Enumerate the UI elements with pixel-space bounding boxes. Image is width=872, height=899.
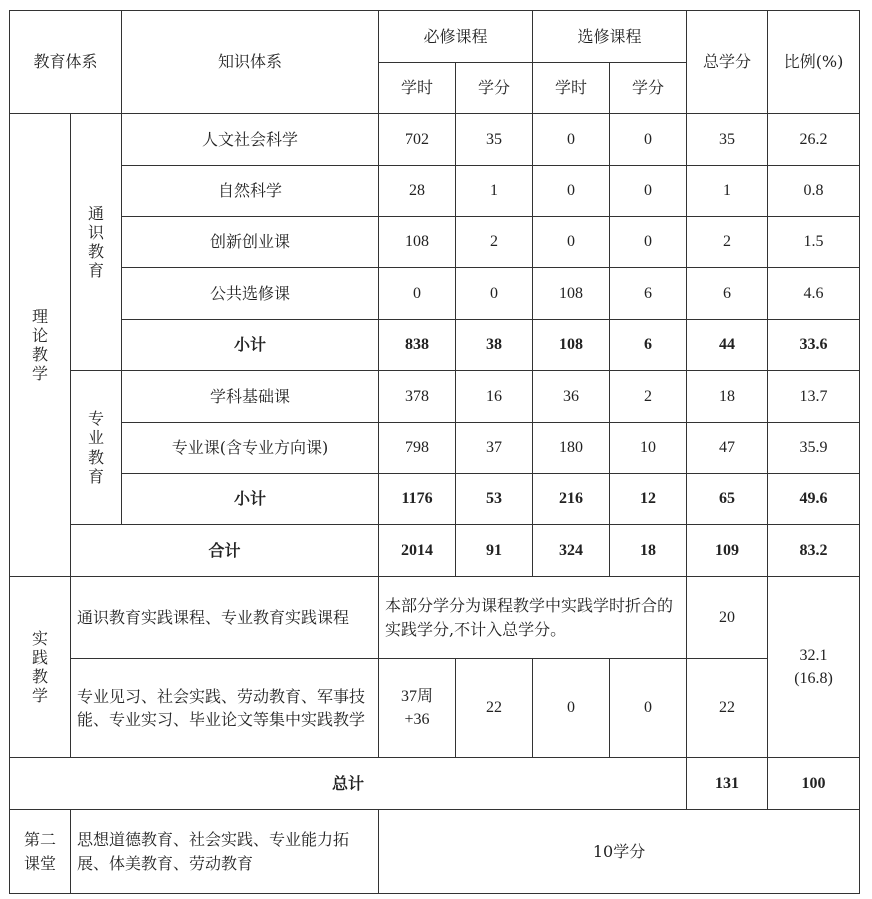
- row-name: 专业见习、社会实践、劳动教育、军事技能、专业实习、毕业论文等集中实践教学: [71, 659, 379, 758]
- elective-hours: 0: [533, 217, 610, 268]
- elective-credits: 6: [610, 320, 687, 371]
- required-credits: 38: [456, 320, 533, 371]
- label-char: 教: [88, 447, 105, 467]
- theory-teaching-label: [10, 114, 71, 577]
- ratio: 83.2: [768, 525, 860, 577]
- label-line: 第二: [23, 830, 56, 850]
- required-hours: 0: [379, 268, 456, 320]
- required-credits: 91: [456, 525, 533, 577]
- required-hours: 702: [379, 114, 456, 166]
- total-credits: 18: [687, 371, 768, 423]
- header-row-1: [10, 11, 860, 63]
- ratio: 1.5: [768, 217, 860, 268]
- subtotal-row: [10, 474, 860, 525]
- elective-hours: 36: [533, 371, 610, 423]
- required-credits: 22: [456, 659, 533, 758]
- total-credits: 65: [687, 474, 768, 525]
- elective-hours: 324: [533, 525, 610, 577]
- table-row: [10, 423, 860, 474]
- total-credits: 35: [687, 114, 768, 166]
- header-required-hours: 学时: [379, 63, 456, 114]
- row-name: 自然科学: [122, 166, 379, 217]
- ratio: 4.6: [768, 268, 860, 320]
- ratio: 13.7: [768, 371, 860, 423]
- table-row: [10, 659, 860, 758]
- ratio: 49.6: [768, 474, 860, 525]
- row-name: 公共选修课: [122, 268, 379, 320]
- total-credits: 2: [687, 217, 768, 268]
- second-classroom-row: [10, 810, 860, 894]
- label-char: 专: [88, 409, 105, 429]
- label-char: 教: [31, 667, 48, 686]
- label-line: 课堂: [23, 853, 56, 873]
- ratio: 26.2: [768, 114, 860, 166]
- row-name: 人文社会科学: [122, 114, 379, 166]
- elective-hours: 216: [533, 474, 610, 525]
- table-row: [10, 114, 860, 166]
- required-hours: 2014: [379, 525, 456, 577]
- elective-credits: 12: [610, 474, 687, 525]
- elective-hours: 0: [533, 659, 610, 758]
- sum-row: [10, 525, 860, 577]
- elective-hours: 180: [533, 423, 610, 474]
- required-credits: 0: [456, 268, 533, 320]
- elective-hours: 0: [533, 166, 610, 217]
- elective-credits: 0: [610, 217, 687, 268]
- total-credits: 22: [687, 659, 768, 758]
- table-row: [10, 217, 860, 268]
- elective-hours: 0: [533, 114, 610, 166]
- row-name: 思想道德教育、社会实践、专业能力拓展、体美教育、劳动教育: [71, 810, 379, 894]
- second-classroom-label: [10, 810, 71, 894]
- label-char: 育: [88, 261, 105, 281]
- total-credits: 109: [687, 525, 768, 577]
- required-hours: 108: [379, 217, 456, 268]
- table-row: [10, 577, 860, 659]
- total-credits: 131: [687, 758, 768, 810]
- elective-credits: 0: [610, 114, 687, 166]
- header-required: 必修课程: [379, 11, 533, 63]
- subtotal-row: [10, 320, 860, 371]
- table-row: [10, 371, 860, 423]
- required-hours: 28: [379, 166, 456, 217]
- practice-teaching-label: [10, 577, 71, 758]
- hours-line: +36: [404, 711, 430, 728]
- total-credits: 1: [687, 166, 768, 217]
- label-char: 教: [88, 242, 105, 261]
- elective-credits: 6: [610, 268, 687, 320]
- header-ratio: 比例(%): [768, 11, 860, 114]
- elective-hours: 108: [533, 320, 610, 371]
- required-credits: 35: [456, 114, 533, 166]
- elective-credits: 0: [610, 659, 687, 758]
- ratio-value: 32.1: [799, 646, 828, 664]
- hours-line: 37周: [401, 687, 434, 705]
- required-credits: 1: [456, 166, 533, 217]
- curriculum-credit-table: [9, 10, 860, 894]
- elective-credits: 0: [610, 166, 687, 217]
- row-name: 创新创业课: [122, 217, 379, 268]
- ratio: 100: [768, 758, 860, 810]
- header-elective-hours: 学时: [533, 63, 610, 114]
- required-hours: 1176: [379, 474, 456, 525]
- row-name: 小计: [122, 320, 379, 371]
- label-char: 识: [88, 222, 105, 242]
- row-name: 合计: [71, 525, 379, 577]
- table-row: [10, 268, 860, 320]
- total-credits: 20: [687, 577, 768, 659]
- ratio-sub-value: (16.8): [794, 670, 833, 687]
- required-credits: 2: [456, 217, 533, 268]
- row-name: 专业课(含专业方向课): [122, 423, 379, 474]
- practice-ratio: [768, 577, 860, 758]
- label-char: 教: [31, 345, 48, 364]
- header-total-credits: 总学分: [687, 11, 768, 114]
- label-char: 通: [88, 203, 105, 223]
- header-elective: 选修课程: [533, 11, 687, 63]
- total-credits: 44: [687, 320, 768, 371]
- header-edu-system: 教育体系: [10, 11, 122, 114]
- ratio: 0.8: [768, 166, 860, 217]
- required-credits: 16: [456, 371, 533, 423]
- table-row: [10, 166, 860, 217]
- major-education-label: [71, 371, 122, 525]
- ratio: 33.6: [768, 320, 860, 371]
- total-credits: 47: [687, 423, 768, 474]
- required-hours: [379, 659, 456, 758]
- row-name: 总计: [10, 758, 687, 810]
- ratio: 35.9: [768, 423, 860, 474]
- row-name: 通识教育实践课程、专业教育实践课程: [71, 577, 379, 659]
- header-elective-credits: 学分: [610, 63, 687, 114]
- required-credits: 53: [456, 474, 533, 525]
- required-hours: 798: [379, 423, 456, 474]
- elective-credits: 2: [610, 371, 687, 423]
- label-char: 论: [31, 325, 48, 345]
- label-char: 育: [88, 466, 105, 486]
- row-name: 学科基础课: [122, 371, 379, 423]
- required-hours: 838: [379, 320, 456, 371]
- label-char: 实: [31, 628, 48, 648]
- label-char: 业: [88, 428, 105, 448]
- total-credits: 6: [687, 268, 768, 320]
- required-hours: 378: [379, 371, 456, 423]
- grand-total-row: [10, 758, 860, 810]
- label-char: 理: [31, 306, 48, 326]
- label-char: 践: [31, 647, 48, 667]
- header-required-credits: 学分: [456, 63, 533, 114]
- required-credits: 37: [456, 423, 533, 474]
- elective-credits: 10: [610, 423, 687, 474]
- practice-note: 本部分学分为课程教学中实践学时折合的实践学分,不计入总学分。: [379, 577, 687, 659]
- second-classroom-credits: 10学分: [379, 810, 860, 894]
- row-name: 小计: [122, 474, 379, 525]
- label-char: 学: [31, 364, 48, 384]
- elective-hours: 108: [533, 268, 610, 320]
- label-char: 学: [31, 686, 48, 706]
- table-wrapper: [9, 10, 860, 894]
- elective-credits: 18: [610, 525, 687, 577]
- general-education-label: [71, 114, 122, 371]
- header-knowledge-system: 知识体系: [122, 11, 379, 114]
